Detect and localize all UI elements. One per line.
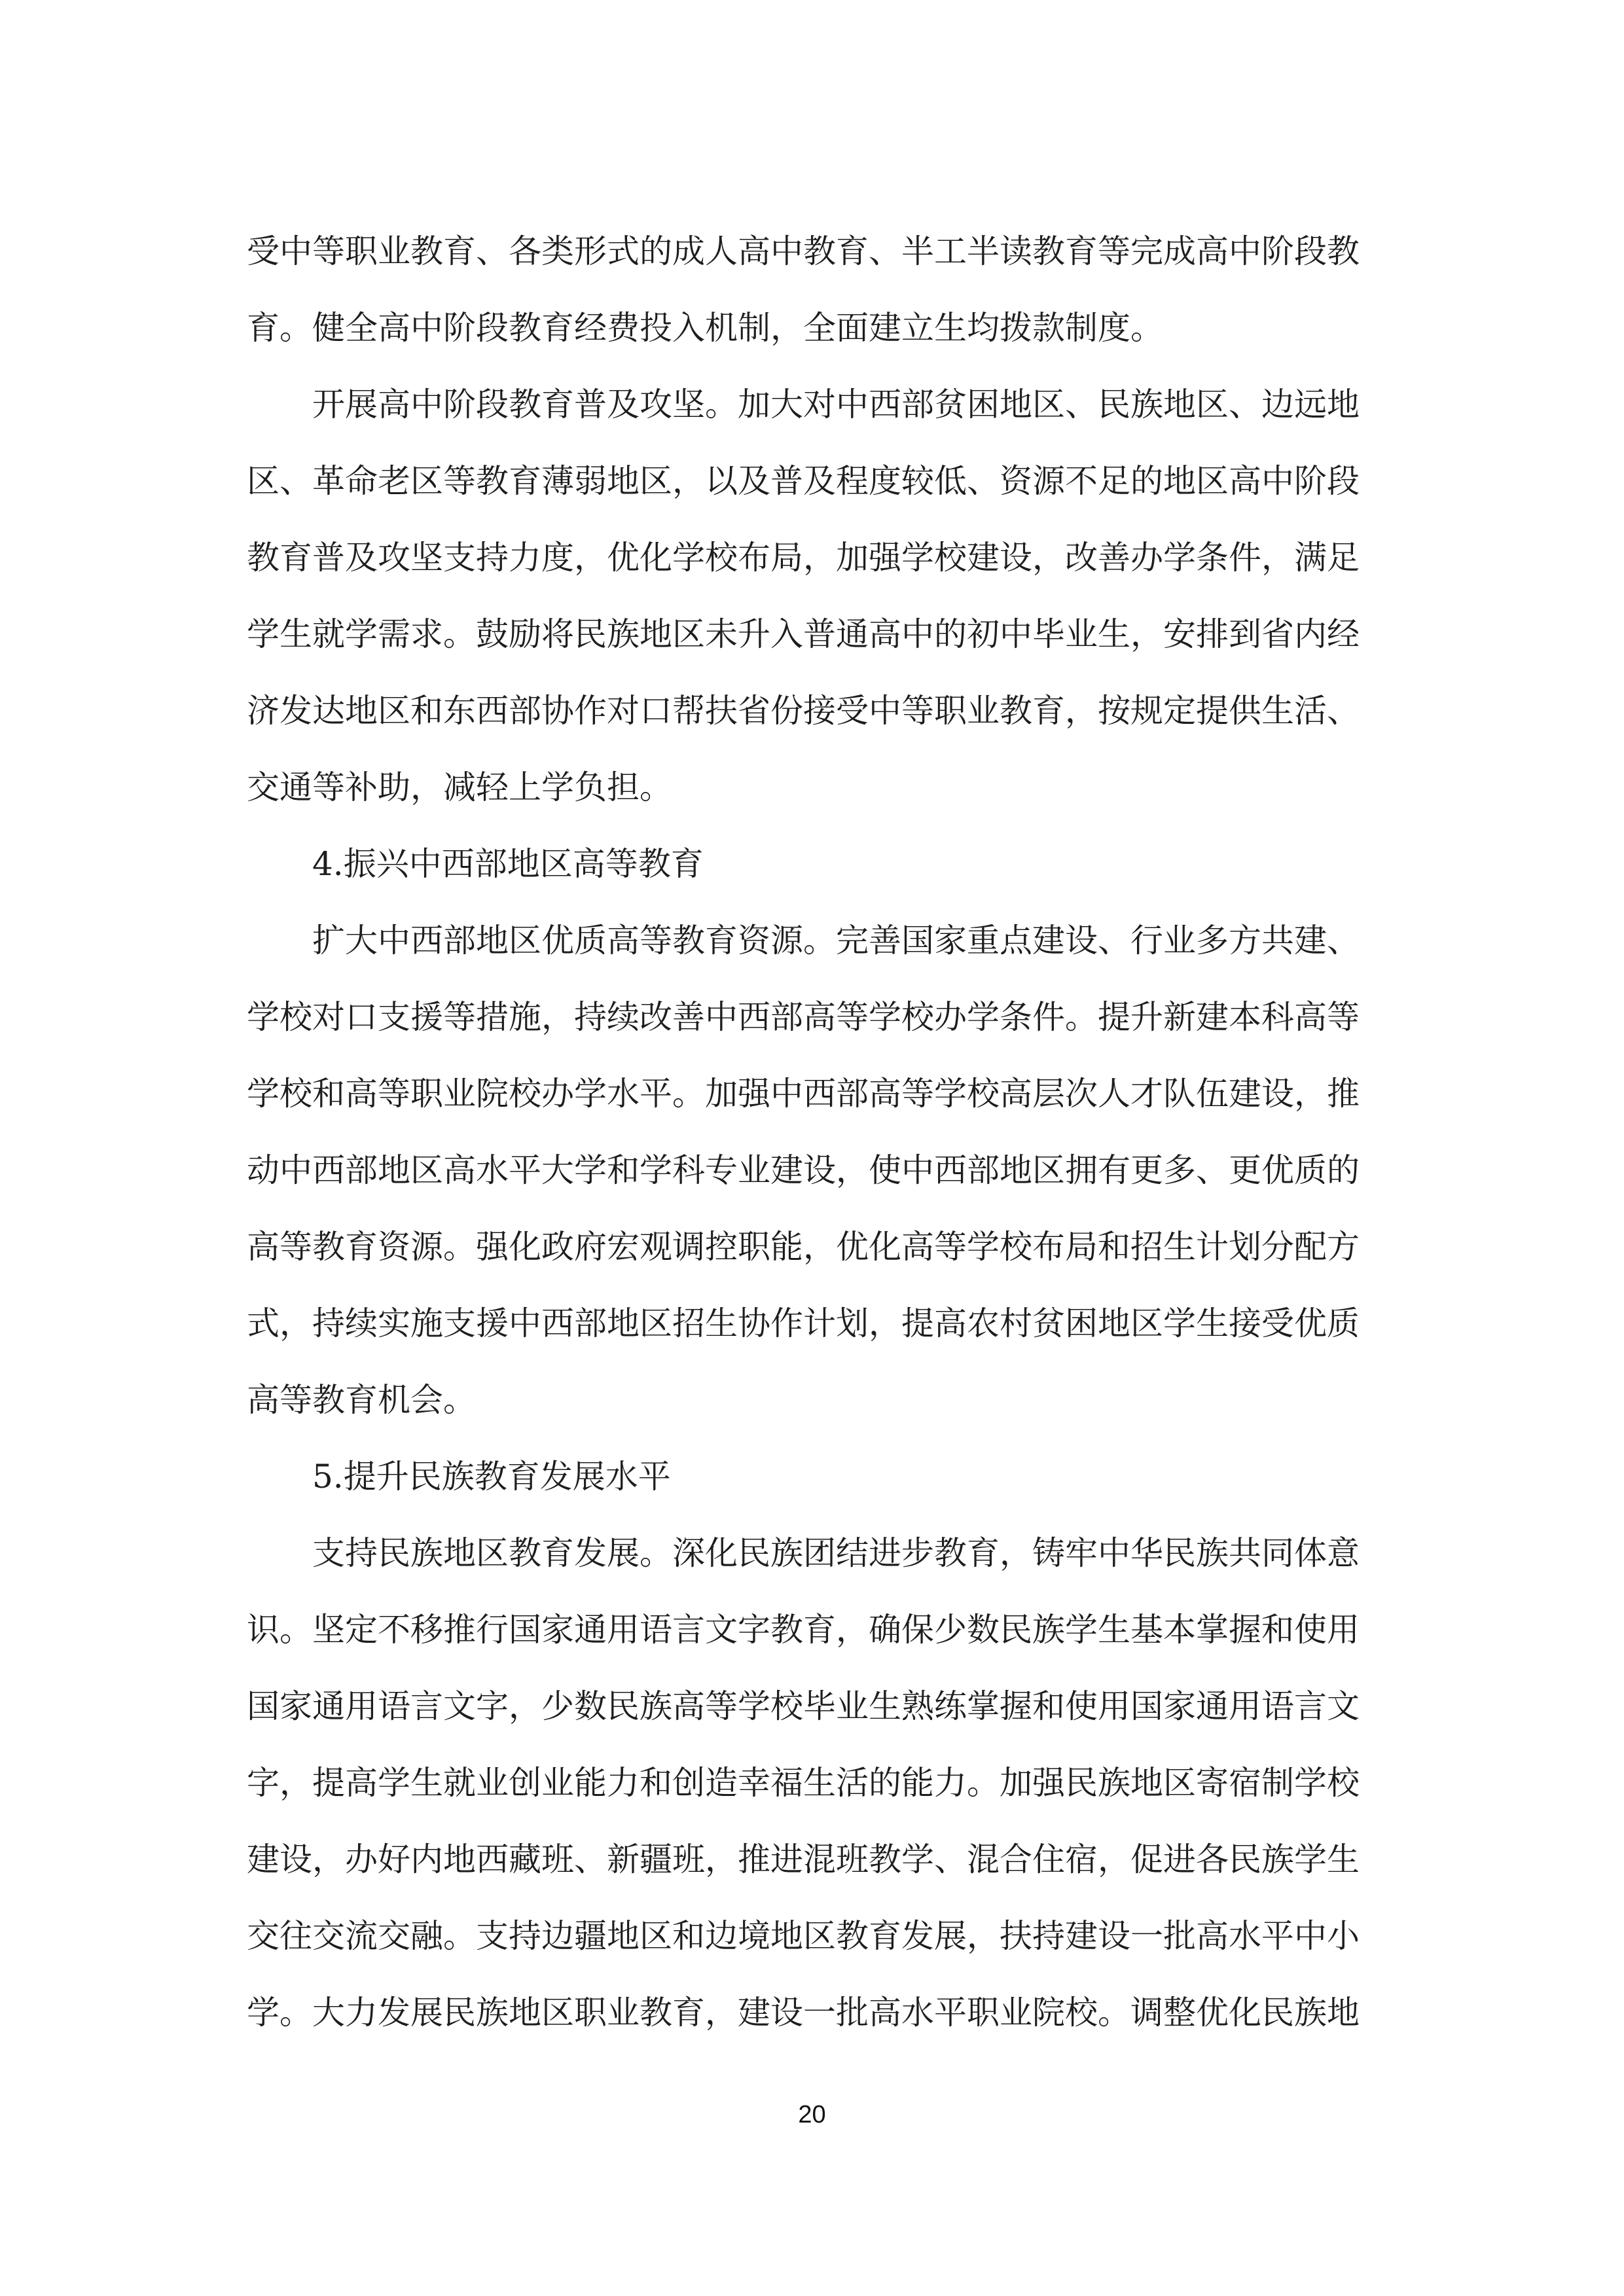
- text-line: 学。大力发展民族地区职业教育，建设一批高水平职业院校。调整优化民族地: [247, 1994, 1360, 2032]
- text-line: 动中西部地区高水平大学和学科专业建设，使中西部地区拥有更多、更优质的: [247, 1151, 1360, 1189]
- text-line: 高等教育资源。强化政府宏观调控职能，优化高等学校布局和招生计划分配方: [247, 1228, 1360, 1266]
- text-line: 交往交流交融。支持边疆地区和边境地区教育发展，扶持建设一批高水平中小: [247, 1917, 1360, 1955]
- text-line: 育。健全高中阶段教育经费投入机制，全面建立生均拨款制度。: [247, 309, 1163, 347]
- text-line: 受中等职业教育、各类形式的成人高中教育、半工半读教育等完成高中阶段教: [247, 232, 1360, 270]
- text-line: 国家通用语言文字，少数民族高等学校毕业生熟练掌握和使用国家通用语言文: [247, 1687, 1360, 1725]
- text-line: 交通等补助，减轻上学负担。: [247, 768, 672, 806]
- heading-line: 4.振兴中西部地区高等教育: [312, 845, 704, 883]
- heading-line: 5.提升民族教育发展水平: [312, 1458, 671, 1496]
- text-line: 区、革命老区等教育薄弱地区，以及普及程度较低、资源不足的地区高中阶段: [247, 462, 1360, 500]
- text-line: 学校和高等职业院校办学水平。加强中西部高等学校高层次人才队伍建设，推: [247, 1075, 1360, 1113]
- text-line: 扩大中西部地区优质高等教育资源。完善国家重点建设、行业多方共建、: [312, 922, 1360, 960]
- text-line: 济发达地区和东西部协作对口帮扶省份接受中等职业教育，按规定提供生活、: [247, 692, 1360, 730]
- text-line: 高等教育机会。: [247, 1381, 476, 1419]
- text-line: 式，持续实施支援中西部地区招生协作计划，提高农村贫困地区学生接受优质: [247, 1304, 1360, 1342]
- text-line: 字，提高学生就业创业能力和创造幸福生活的能力。加强民族地区寄宿制学校: [247, 1764, 1360, 1802]
- text-line: 开展高中阶段教育普及攻坚。加大对中西部贫困地区、民族地区、边远地: [312, 386, 1360, 423]
- text-line: 学校对口支援等措施，持续改善中西部高等学校办学条件。提升新建本科高等: [247, 998, 1360, 1036]
- text-line: 建设，办好内地西藏班、新疆班，推进混班教学、混合住宿，促进各民族学生: [247, 1840, 1360, 1878]
- text-column: [247, 213, 1360, 2051]
- page-number: 20: [798, 2101, 826, 2128]
- text-line: 识。坚定不移推行国家通用语言文字教育，确保少数民族学生基本掌握和使用: [247, 1611, 1360, 1649]
- text-line: 支持民族地区教育发展。深化民族团结进步教育，铸牢中华民族共同体意: [312, 1534, 1360, 1572]
- text-line: 教育普及攻坚支持力度，优化学校布局，加强学校建设，改善办学条件，满足: [247, 539, 1360, 577]
- text-line: 学生就学需求。鼓励将民族地区未升入普通高中的初中毕业生，安排到省内经: [247, 615, 1360, 653]
